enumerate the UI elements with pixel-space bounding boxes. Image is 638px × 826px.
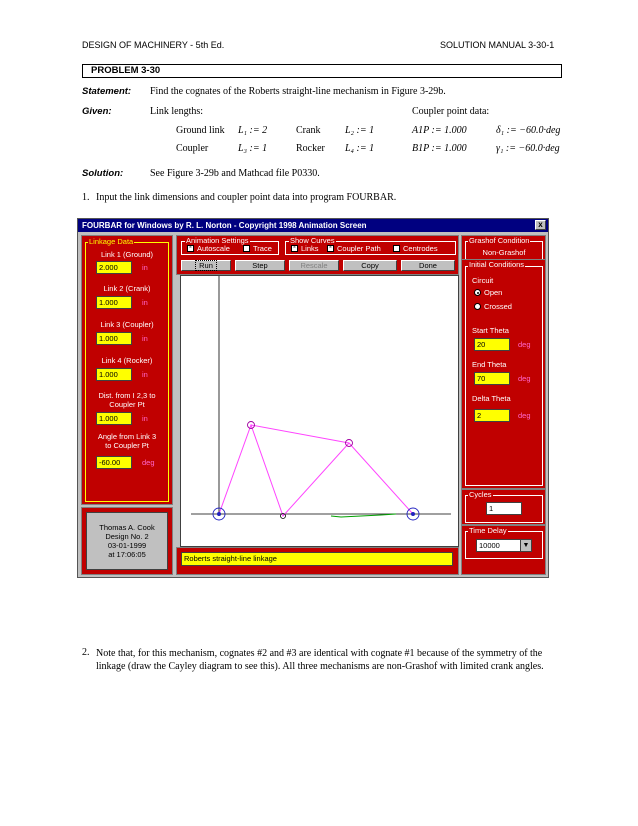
open-radio[interactable] xyxy=(474,289,481,296)
close-button[interactable]: x xyxy=(535,220,546,230)
start-theta-label: Start Theta xyxy=(472,326,509,335)
window-title: FOURBAR for Windows by R. L. Norton - Copyright 1998 Animation Screen xyxy=(82,221,367,230)
initial-conditions-panel xyxy=(461,259,546,489)
linkage-links xyxy=(219,425,413,516)
copy-button[interactable]: Copy xyxy=(343,260,397,271)
centrodes-label: Centrodes xyxy=(403,244,438,253)
info-date: 03-01-1999 xyxy=(107,541,147,550)
angle-unit: deg xyxy=(142,458,155,467)
link2-label: Link 2 (Crank) xyxy=(103,284,151,293)
end-theta-unit: deg xyxy=(518,374,531,383)
trace-label: Trace xyxy=(253,244,272,253)
linkage-data-title: Linkage Data xyxy=(89,237,134,246)
link1-unit: in xyxy=(142,263,148,272)
end-theta-input[interactable]: 70 xyxy=(474,372,510,385)
rocker-label: Rocker xyxy=(296,143,325,154)
animation-settings-title: Animation Settings xyxy=(186,236,249,245)
links-label: Links xyxy=(301,244,319,253)
link4-input[interactable]: 1.000 xyxy=(96,368,132,381)
solution-text: See Figure 3-29b and Mathcad file P0330. xyxy=(150,168,320,179)
step-2-text: Note that, for this mechanism, cognates #2 and #3 are identical with cognate #1 because of the symmetry of the linkage (draw the Cayley diagram to see this). All three mechanisms are non-Grashof with limited crank angles. xyxy=(96,648,544,672)
coupler-point-label: Coupler point data: xyxy=(412,106,490,117)
links-checkbox[interactable]: × xyxy=(292,245,297,251)
animation-canvas[interactable] xyxy=(180,275,459,547)
statement-label: Statement: xyxy=(82,86,132,97)
coupler-path-checkbox[interactable]: × xyxy=(328,245,333,251)
link4-label: Link 4 (Rocker) xyxy=(101,356,153,365)
linkage-panel xyxy=(81,235,173,505)
gamma-eq: γ₁ := −60.0·deg xyxy=(496,143,560,154)
link1-label: Link 1 (Ground) xyxy=(100,250,154,259)
angle-label-line1: Angle from Link 3 xyxy=(97,432,157,441)
dist-unit: in xyxy=(142,414,148,423)
start-theta-unit: deg xyxy=(518,340,531,349)
cycles-title: Cycles xyxy=(469,490,492,499)
given-label: Given: xyxy=(82,106,112,117)
grashof-value: Non-Grashof xyxy=(482,248,526,257)
fourbar-window xyxy=(77,218,549,578)
time-delay-select[interactable] xyxy=(476,539,532,552)
statement-text: Find the cognates of the Roberts straight-line mechanism in Figure 3-29b. xyxy=(150,86,446,97)
ground-pivot-right-center xyxy=(411,512,415,516)
info-time: at 17:06:05 xyxy=(108,550,146,559)
crank-eq: L₂ := 1 xyxy=(345,125,375,136)
a1p-eq: A1P := 1.000 xyxy=(412,125,467,136)
circuit-label: Circuit xyxy=(472,276,494,285)
link1-input[interactable]: 2.000 xyxy=(96,261,132,274)
cycles-input[interactable]: 1 xyxy=(486,502,522,515)
info-panel xyxy=(81,507,173,575)
link3-input[interactable]: 1.000 xyxy=(96,332,132,345)
delta-theta-label: Delta Theta xyxy=(472,394,511,403)
coupler-link xyxy=(251,425,349,443)
crank-label: Crank xyxy=(296,125,321,136)
step-1-text: Input the link dimensions and coupler point data into program FOURBAR. xyxy=(96,192,397,203)
ground-pivot-left-center xyxy=(217,512,221,516)
coupler-path-curve xyxy=(331,514,396,517)
crossed-radio[interactable] xyxy=(474,303,481,310)
centrodes-checkbox[interactable] xyxy=(393,245,400,252)
angle-input[interactable]: -60.00 xyxy=(96,456,132,469)
show-curves-title: Show Curves xyxy=(290,236,335,245)
link3-unit: in xyxy=(142,334,148,343)
chevron-down-icon[interactable]: ▼ xyxy=(520,540,531,551)
initial-conditions-title: Initial Conditions xyxy=(469,260,525,269)
coupler-eq: L₃ := 1 xyxy=(238,143,268,154)
info-design: Design No. 2 xyxy=(105,532,149,541)
info-name: Thomas A. Cook xyxy=(99,523,155,532)
delta-theta-unit: deg xyxy=(518,411,531,420)
run-button-label: Run xyxy=(195,260,217,271)
coupler-label: Coupler xyxy=(176,143,209,154)
link2-input[interactable]: 1.000 xyxy=(96,296,132,309)
ground-link-label: Ground link xyxy=(176,125,225,136)
done-button[interactable]: Done xyxy=(401,260,455,271)
link3-label: Link 3 (Coupler) xyxy=(100,320,154,329)
step-2-number: 2. xyxy=(82,647,90,658)
status-panel xyxy=(176,547,459,575)
info-box xyxy=(86,512,168,570)
run-button[interactable] xyxy=(181,260,231,271)
controls-panel xyxy=(176,235,459,275)
angle-label-line2: to Coupler Pt xyxy=(105,441,149,450)
link4-unit: in xyxy=(142,370,148,379)
end-theta-label: End Theta xyxy=(472,360,507,369)
start-theta-input[interactable]: 20 xyxy=(474,338,510,351)
delta-theta-input[interactable]: 2 xyxy=(474,409,510,422)
dist-input[interactable]: 1.000 xyxy=(96,412,132,425)
cycles-panel xyxy=(461,489,546,525)
ground-link-eq: L₁ := 2 xyxy=(238,125,268,136)
link-lengths-label: Link lengths: xyxy=(150,106,204,117)
window-title-bar xyxy=(78,219,548,232)
linkage-drawing xyxy=(181,276,458,546)
trace-checkbox[interactable] xyxy=(243,245,250,252)
dist-label-line1: Dist. from I 2,3 to xyxy=(98,391,156,400)
open-label: Open xyxy=(484,288,503,297)
autoscale-checkbox[interactable]: × xyxy=(188,245,193,251)
solution-label: Solution: xyxy=(82,168,124,179)
dist-label-line2: Coupler Pt xyxy=(109,400,145,409)
time-delay-value: 10000 xyxy=(479,541,500,550)
step-1-number: 1. xyxy=(82,192,90,203)
autoscale-label: Autoscale xyxy=(197,244,230,253)
step-button[interactable]: Step xyxy=(235,260,285,271)
b1p-eq: B1P := 1.000 xyxy=(412,143,467,154)
rescale-button[interactable]: Rescale xyxy=(289,260,339,271)
header-right: SOLUTION MANUAL 3-30-1 xyxy=(440,40,555,50)
time-delay-panel xyxy=(461,525,546,575)
header-left: DESIGN OF MACHINERY - 5th Ed. xyxy=(82,40,225,50)
crossed-label: Crossed xyxy=(484,302,512,311)
link2-unit: in xyxy=(142,298,148,307)
delta-eq: δ₁ := −60.0·deg xyxy=(496,125,561,136)
rocker-eq: L₄ := 1 xyxy=(345,143,375,154)
status-text: Roberts straight-line linkage xyxy=(181,552,453,566)
time-delay-title: Time Delay xyxy=(469,526,507,535)
grashof-title: Grashof Condition xyxy=(469,236,530,245)
problem-title: PROBLEM 3-30 xyxy=(82,64,562,78)
coupler-path-label: Coupler Path xyxy=(337,244,381,253)
